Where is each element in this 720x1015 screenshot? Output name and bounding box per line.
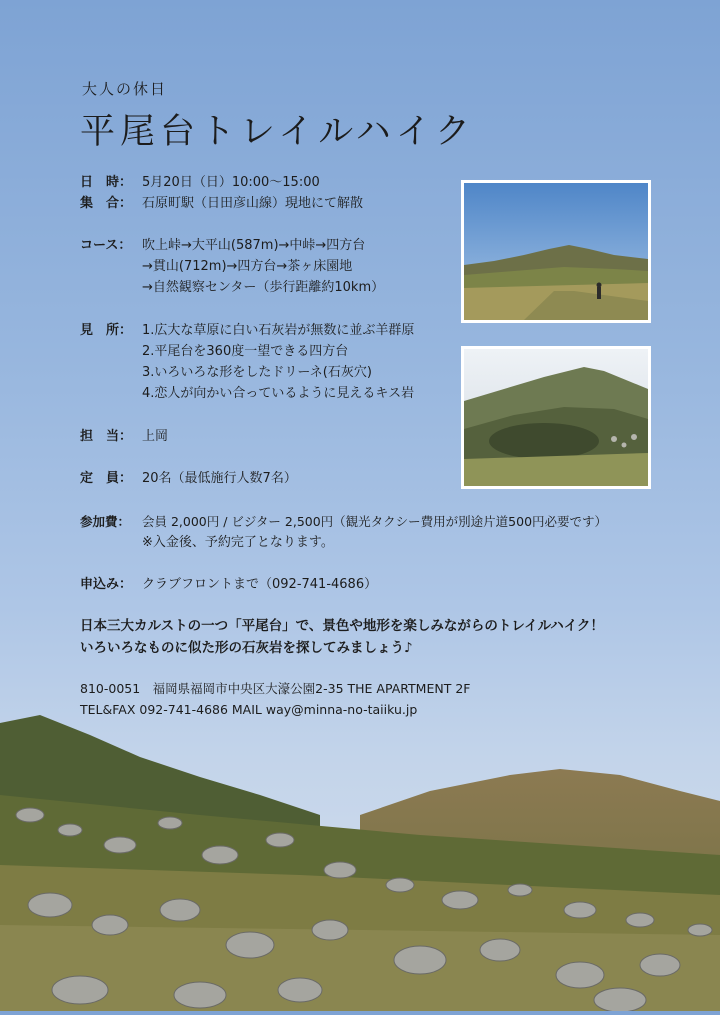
sights-line-2: 2.平尾台を360度一望できる四方台 (142, 344, 349, 359)
meet-label: 集 合： (80, 196, 133, 211)
fee-row (80, 511, 607, 532)
description-line-2: いろいろなものに似た形の石灰岩を探してみましょう♪ (80, 640, 413, 656)
sights-row (80, 320, 414, 341)
description-line-1: 日本三大カルストの一つ「平尾台」で、景色や地形を楽しみながらのトレイルハイク！ (80, 618, 604, 634)
fee-label: 参加費： (80, 514, 131, 529)
course-line-1: 吹上峠→大平山(587m)→中峠→四方台 (142, 238, 366, 253)
capacity-value: 20名（最低施行人数7名） (142, 471, 297, 486)
apply-label: 申込み： (80, 577, 133, 592)
meet-row (80, 193, 363, 214)
date-row (80, 172, 320, 193)
staff-value: 上岡 (142, 429, 169, 444)
fee-value: 会員 2,000円 / ビジター 2,500円（観光タクシー費用が別途片道500円必要です） (142, 514, 608, 529)
contact-address: 810-0051 福岡県福岡市中央区大濠公園2-35 THE APARTMENT 2F (80, 681, 471, 696)
photo-grassland-hiker (461, 180, 651, 323)
apply-row (80, 574, 377, 595)
karst-landscape-image (0, 705, 720, 1011)
course-row (80, 235, 365, 256)
contact-phone-mail: TEL&FAX 092-741-4686 MAIL way@minna-no-taiiku.jp (80, 702, 418, 717)
date-label: 日 時： (80, 175, 133, 190)
staff-label: 担 当： (80, 429, 133, 444)
meet-value: 石原町駅（日田彦山線）現地にて解散 (142, 196, 364, 211)
sights-line-3: 3.いろいろな形をしたドリーネ(石灰穴) (142, 365, 372, 380)
capacity-label: 定 員： (80, 471, 133, 486)
sights-label: 見 所： (80, 323, 133, 338)
apply-value: クラブフロントまで（092-741-4686） (142, 577, 378, 592)
course-line-2: →貫山(712m)→四方台→茶ヶ床園地 (142, 259, 353, 274)
date-value: 5月20日（日）10:00〜15:00 (142, 175, 320, 190)
event-subtitle: 大人の休日 (82, 80, 168, 98)
course-label: コース： (80, 238, 132, 253)
sights-line-4: 4.恋人が向かい合っているように見えるキス岩 (142, 386, 415, 401)
photo-mountain-doline (461, 346, 651, 489)
staff-row (80, 426, 168, 447)
fee-note: ※入金後、予約完了となります。 (142, 535, 334, 550)
capacity-row (80, 468, 297, 489)
event-title: 平尾台トレイルハイク (80, 112, 476, 152)
course-line-3: →自然観察センター（歩行距離約10km） (142, 280, 385, 295)
sights-line-1: 1.広大な草原に白い石灰岩が無数に並ぶ羊群原 (142, 323, 415, 338)
